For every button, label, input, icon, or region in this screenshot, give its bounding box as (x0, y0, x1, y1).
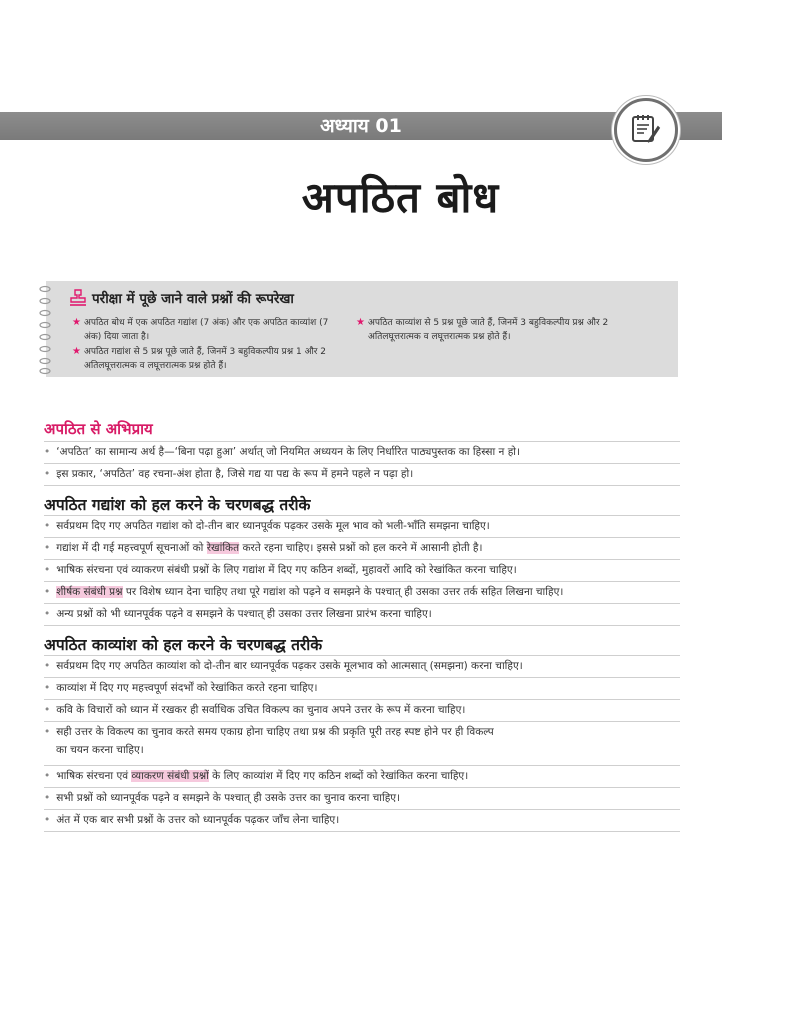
list-item: • ‘अपठित’ का सामान्य अर्थ है—‘बिना पढ़ा हुआ’ अर्थात् जो नियमित अध्ययन के लिए निर्धारित पाठ्यपुस्तक का हिस्सा न हो। (44, 446, 520, 458)
outline-title: परीक्षा में पूछे जाने वाले प्रश्नों की रूपरेखा (92, 291, 294, 307)
divider (44, 559, 680, 560)
outline-point: ★ अपठित बोध में एक अपठित गद्यांश (7 अंक) और एक अपठित काव्यांश (7 अंक) दिया जाता है। (72, 316, 342, 344)
divider (44, 787, 680, 788)
divider (44, 809, 680, 810)
list-item: • अंत में एक बार सभी प्रश्नों के उत्तर को ध्यानपूर्वक पढ़कर जाँच लेना चाहिए। (44, 814, 340, 826)
list-item: • कवि के विचारों को ध्यान में रखकर ही सर्वाधिक उचित विकल्प का चुनाव अपने उत्तर के रूप में करना चाहिए। (44, 704, 466, 716)
list-item: • काव्यांश में दिए गए महत्त्वपूर्ण संदर्भों को रेखांकित करते रहना चाहिए। (44, 682, 318, 694)
divider (44, 831, 680, 832)
list-item: • सभी प्रश्नों को ध्यानपूर्वक पढ़ने व समझने के पश्चात् ही उसके उत्तर का चुनाव करना चाहिए। (44, 792, 401, 804)
divider (44, 625, 680, 626)
divider (44, 603, 680, 604)
divider (44, 655, 680, 656)
stamp-icon (68, 288, 88, 308)
list-item: • भाषिक संरचना एवं व्याकरण संबंधी प्रश्नों के लिए गद्यांश में दिए गए कठिन शब्दों, मुहावरों आदि को रेखांकित करना चाहिए। (44, 564, 517, 576)
notepad-pencil-icon (614, 98, 678, 162)
chapter-title: अपठित बोध (301, 173, 500, 222)
list-item: • अन्य प्रश्नों को भी ध्यानपूर्वक पढ़ने व समझने के पश्चात् ही उसका उत्तर लिखना प्रारंभ करना चाहिए। (44, 608, 432, 620)
list-item: • इस प्रकार, ‘अपठित’ वह रचना-अंश होता है, जिसे गद्य या पद्य के रूप में हमने पहले न पढ़ा हो। (44, 468, 414, 480)
list-item: • सर्वप्रथम दिए गए अपठित गद्यांश को दो-तीन बार ध्यानपूर्वक पढ़कर उसके मूल भाव को भली-भाँति समझना चाहिए। (44, 520, 490, 532)
highlight: व्याकरण संबंधी प्रश्नों (131, 770, 209, 782)
chapter-label: अध्याय 01 (320, 115, 402, 137)
divider (44, 515, 680, 516)
section-title-poetry: अपठित काव्यांश को हल करने के चरणबद्ध तरीके (44, 636, 323, 654)
divider (44, 721, 680, 722)
divider (44, 537, 680, 538)
spiral-binding-decoration (38, 283, 52, 375)
divider (44, 441, 680, 442)
outline-point: ★ अपठित गद्यांश से 5 प्रश्न पूछे जाते हैं, जिनमें 3 बहुविकल्पीय प्रश्न 1 और 2 अतिलघूत्तरात्मक व लघूत्तरात्मक प्रश्न होते हैं। (72, 345, 342, 373)
list-item: • सर्वप्रथम दिए गए अपठित काव्यांश को दो-तीन बार ध्यानपूर्वक पढ़कर उसके मूलभाव को आत्मसात् (समझना) करना चाहिए। (44, 660, 523, 672)
divider (44, 765, 680, 766)
list-item: • भाषिक संरचना एवं व्याकरण संबंधी प्रश्नों के लिए काव्यांश में दिए गए कठिन शब्दों को रेखांकित करना चाहिए। (44, 770, 469, 782)
divider (44, 677, 680, 678)
outline-point: ★ अपठित काव्यांश से 5 प्रश्न पूछे जाते हैं, जिनमें 3 बहुविकल्पीय प्रश्न और 2 अतिलघूत्तरात्मक व लघूत्तरात्मक प्रश्न होते हैं। (356, 316, 662, 344)
list-item: • गद्यांश में दी गई महत्त्वपूर्ण सूचनाओं को रेखांकित करते रहना चाहिए। इससे प्रश्नों को हल करने में आसानी होती है। (44, 542, 483, 554)
section-title-meaning: अपठित से अभिप्राय (44, 420, 153, 438)
outline-right-column (356, 316, 662, 345)
outline-left-column (72, 316, 342, 374)
section-title-prose: अपठित गद्यांश को हल करने के चरणबद्ध तरीके (44, 496, 311, 514)
divider (44, 581, 680, 582)
divider (44, 485, 680, 486)
list-item: • शीर्षक संबंधी प्रश्न पर विशेष ध्यान देना चाहिए तथा पूरे गद्यांश को पढ़ने व समझने के पश्चात् ही उसका उत्तर तर्क सहित लिखना चाहिए। (44, 586, 564, 598)
list-item: • सही उत्तर के विकल्प का चुनाव करते समय एकाग्र होना चाहिए तथा प्रश्न की प्रकृति पूरी तरह स्पष्ट होने पर ही विकल्प का चयन करना चाहिए। (44, 726, 494, 756)
divider (44, 699, 680, 700)
highlight: शीर्षक संबंधी प्रश्न (56, 586, 123, 598)
divider (44, 463, 680, 464)
highlight: रेखांकित (206, 542, 240, 554)
